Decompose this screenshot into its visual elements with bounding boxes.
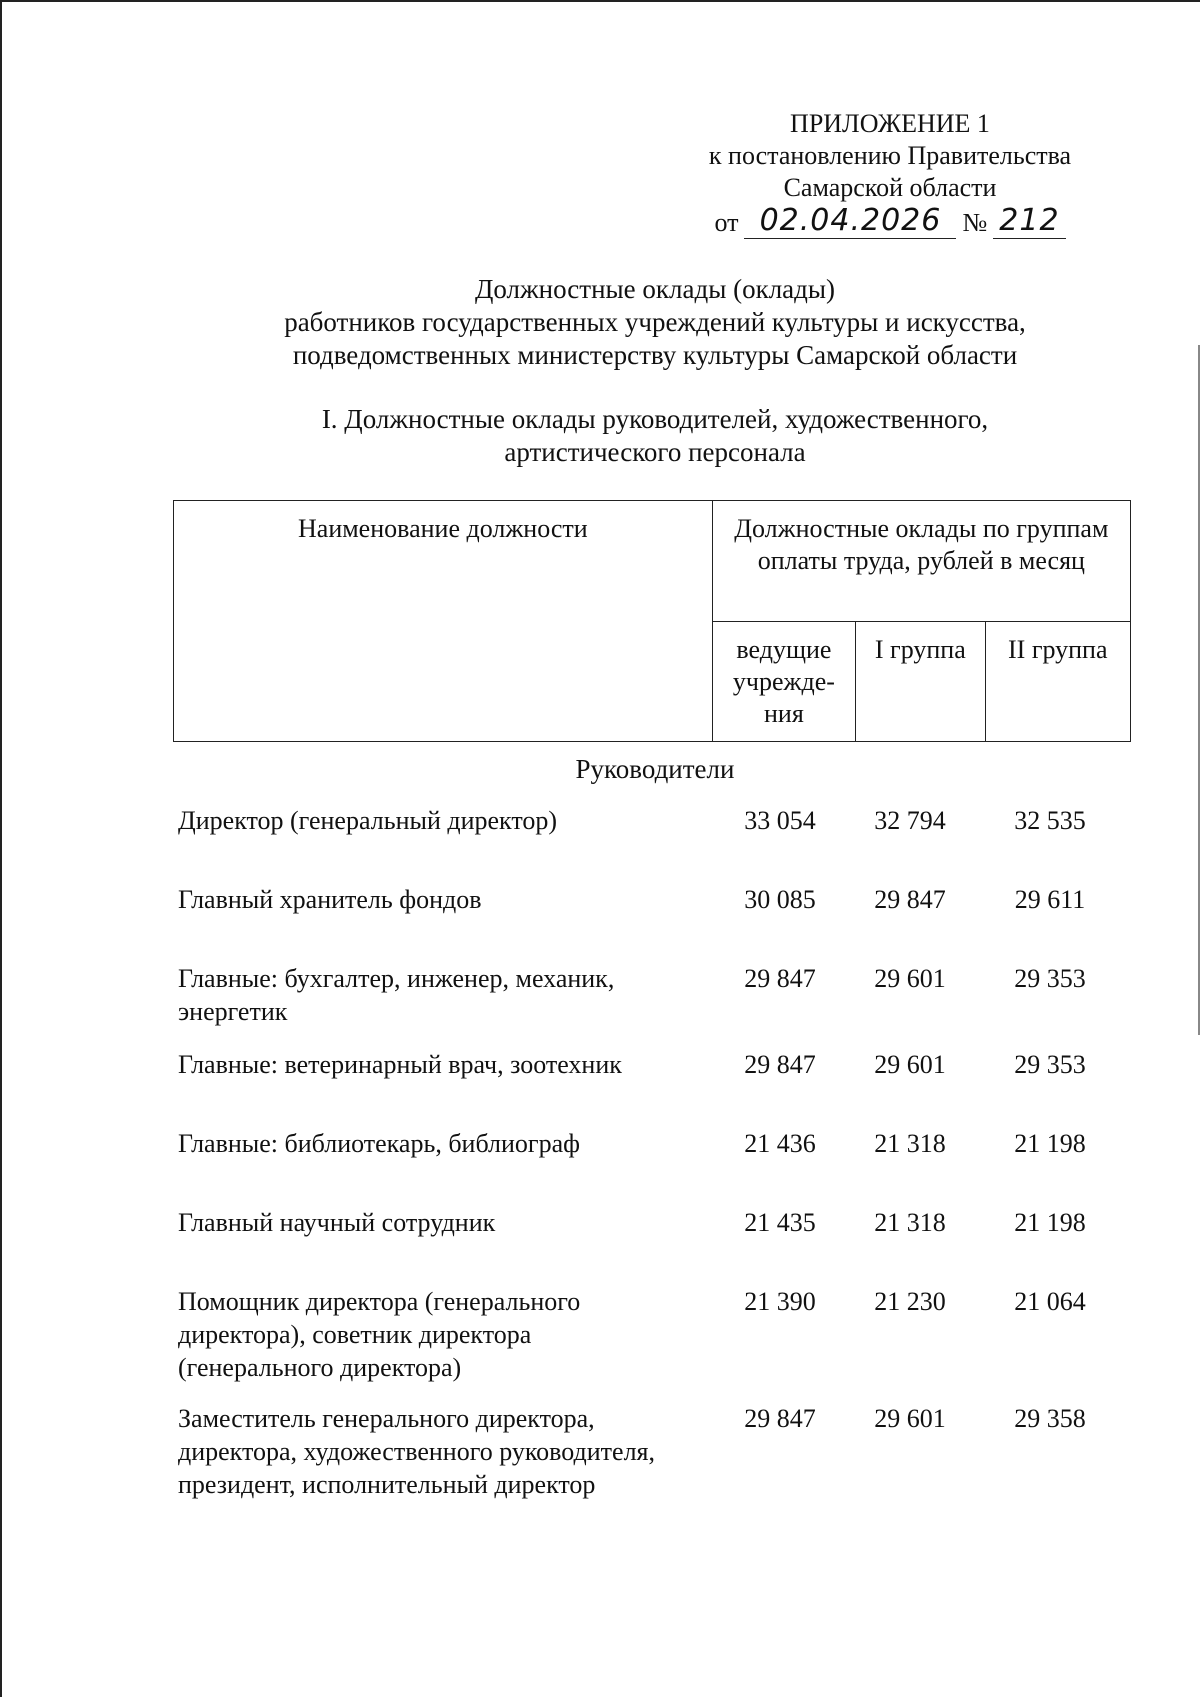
page-border-top (0, 0, 1200, 2)
appendix-line-3: Самарской области (783, 173, 997, 202)
salary-group-1: 29 601 (874, 1050, 946, 1079)
table-row (178, 1127, 1138, 1206)
position-name: Главные: библиотекарь, библиограф (178, 1129, 580, 1158)
salary-group-1: 32 794 (874, 806, 946, 835)
header-salary-groups: Должностные оклады по группам оплаты труда, рублей в месяц (712, 501, 1130, 622)
document-title (160, 273, 1150, 372)
from-label: от (714, 208, 739, 237)
salary-group-1: 29 847 (874, 885, 946, 914)
section-managers: Руководители (575, 754, 735, 784)
table-row (178, 883, 1138, 962)
salary-group-1: 21 318 (874, 1208, 946, 1237)
table-row (178, 1402, 1138, 1542)
position-name: Заместитель генерального директора, директора, художественного руководителя, президент, исполнительный директор (178, 1404, 656, 1499)
handwritten-number: 212 (993, 206, 1065, 239)
header-group-2: II группа (985, 621, 1130, 742)
salary-group-2: 29 353 (1014, 1050, 1086, 1079)
page-border-left (0, 0, 2, 1697)
salary-leading: 21 436 (744, 1129, 816, 1158)
table-row (178, 962, 1138, 1048)
salary-group-2: 21 198 (1014, 1129, 1086, 1158)
salary-group-2: 21 064 (1014, 1287, 1086, 1316)
salary-rows (178, 804, 1138, 1542)
appendix-header (660, 108, 1120, 239)
position-name: Главный научный сотрудник (178, 1208, 496, 1237)
handwritten-date: 02.04.2026 (744, 206, 956, 239)
salary-table-header (173, 500, 1131, 742)
salary-leading: 33 054 (744, 806, 816, 835)
title-line-3: подведомственных министерству культуры Самарской области (292, 340, 1018, 370)
date-number-row (660, 203, 1120, 239)
salary-leading: 29 847 (744, 1050, 816, 1079)
salary-group-2: 29 353 (1014, 964, 1086, 993)
salary-group-2: 29 611 (1014, 885, 1086, 914)
section-heading (160, 403, 1150, 469)
salary-group-2: 29 358 (1014, 1404, 1086, 1433)
appendix-title: ПРИЛОЖЕНИЕ 1 (790, 109, 990, 138)
table-row (178, 1285, 1138, 1402)
position-name: Главный хранитель фондов (178, 885, 482, 914)
title-line-1: Должностные оклады (оклады) (474, 274, 836, 304)
salary-group-1: 21 230 (874, 1287, 946, 1316)
salary-group-1: 29 601 (874, 964, 946, 993)
table-row (178, 1048, 1138, 1127)
header-group-1: I группа (856, 621, 985, 742)
salary-group-2: 21 198 (1014, 1208, 1086, 1237)
salary-group-2: 32 535 (1014, 806, 1086, 835)
salary-group-1: 29 601 (874, 1404, 946, 1433)
salary-leading: 29 847 (744, 1404, 816, 1433)
table-row (178, 1206, 1138, 1285)
subtitle-line-1: I. Должностные оклады руководителей, художественного, (321, 404, 989, 434)
header-position-name: Наименование должности (174, 501, 713, 742)
position-name: Главные: ветеринарный врач, зоотехник (178, 1050, 622, 1079)
header-leading-institutions: ведущие учрежде-ния (712, 621, 855, 742)
salary-leading: 21 390 (744, 1287, 816, 1316)
salary-leading: 30 085 (744, 885, 816, 914)
salary-leading: 21 435 (744, 1208, 816, 1237)
number-label: № (962, 208, 988, 237)
table-row (178, 804, 1138, 883)
title-line-2: работников государственных учреждений культуры и искусства, (284, 307, 1026, 337)
position-name: Директор (генеральный директор) (178, 806, 558, 835)
salary-group-1: 21 318 (874, 1129, 946, 1158)
position-name: Помощник директора (генерального директора), советник директора (генерального директора) (178, 1287, 581, 1382)
position-name: Главные: бухгалтер, инженер, механик, энергетик (178, 964, 615, 1026)
salary-leading: 29 847 (744, 964, 816, 993)
subtitle-line-2: артистического персонала (504, 437, 806, 467)
appendix-line-2: к постановлению Правительства (708, 141, 1072, 170)
